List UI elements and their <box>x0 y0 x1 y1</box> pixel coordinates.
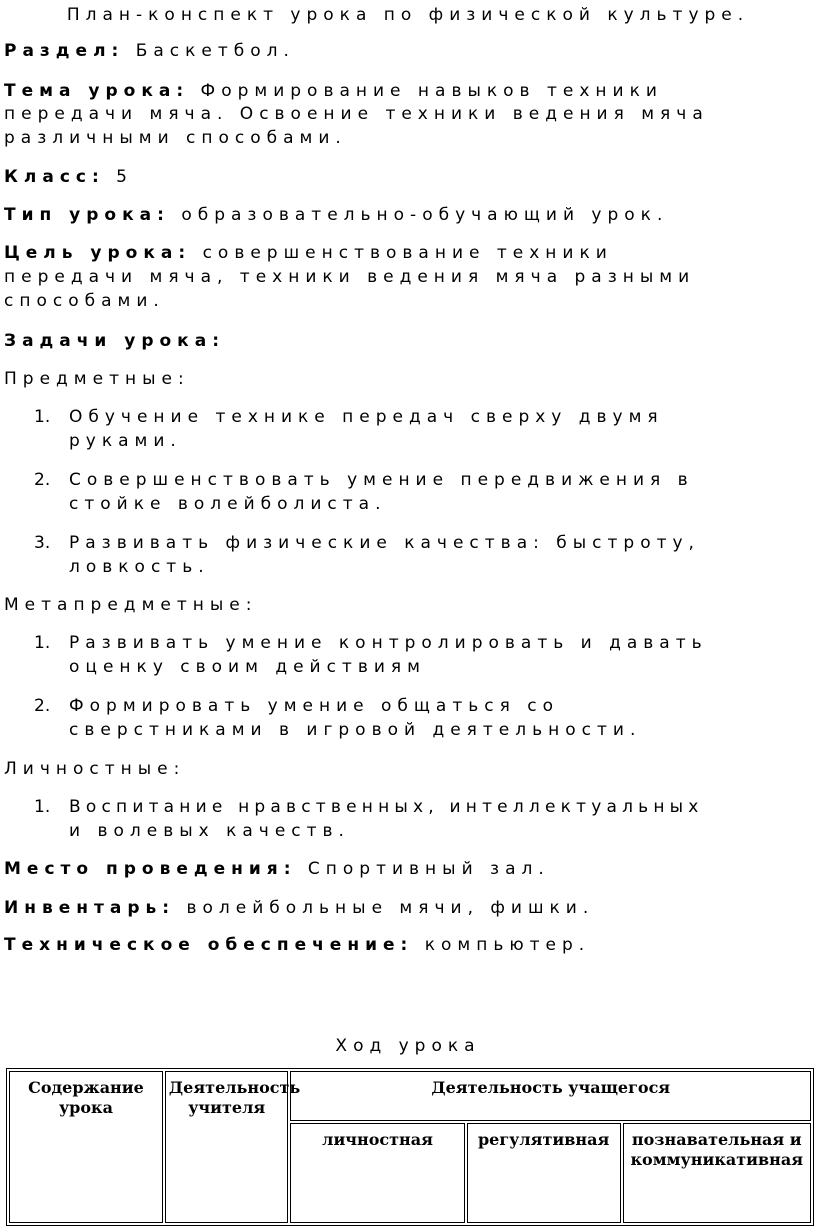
list-item-number: 3. <box>34 533 51 553</box>
topic-row <box>4 80 663 102</box>
tech-support-value: компьютер. <box>413 935 591 955</box>
grade-row <box>4 166 133 188</box>
list-item-text: и волевых качеств. <box>69 821 350 841</box>
venue-value: Спортивный зал. <box>296 859 550 879</box>
grade-value: 5 <box>104 167 134 187</box>
equipment-value: волейбольные мячи, фишки. <box>175 898 595 918</box>
table-subheader-regulatory: регулятивная <box>467 1123 621 1223</box>
equipment-label: Инвентарь: <box>4 898 176 918</box>
meta-subject-heading: Метапредметные: <box>4 595 258 615</box>
goal-value-line3: способами. <box>4 291 165 311</box>
lesson-flow-table <box>6 1068 814 1226</box>
list-item-number: 1. <box>34 407 51 427</box>
table-header-student-activity: Деятельность учащегося <box>290 1071 811 1121</box>
tech-support-label: Техническое обеспечение: <box>4 935 414 955</box>
lesson-type-value: образовательно-обучающий урок. <box>169 205 669 225</box>
list-item-text: Воспитание нравственных, интеллектуальных <box>69 797 704 817</box>
goal-value-line2: передачи мяча, техники ведения мяча разными <box>4 267 696 287</box>
list-item-text: Совершенствовать умение передвижения в <box>69 470 694 490</box>
list-item-text: Развивать умение контролировать и давать <box>69 633 708 653</box>
lesson-type-label: Тип урока: <box>4 205 170 225</box>
topic-label: Тема урока: <box>4 81 190 101</box>
table-subheader-personal: личностная <box>290 1123 464 1223</box>
section-value: Баскетбол. <box>124 41 295 61</box>
tasks-heading: Задачи урока: <box>4 331 225 351</box>
section-row <box>4 40 295 62</box>
list-item-text: ловкость. <box>69 557 210 577</box>
list-item-number: 2. <box>34 470 51 490</box>
list-item-text: Формировать умение общаться со <box>69 696 559 716</box>
personal-heading: Личностные: <box>4 759 186 779</box>
goal-value-line1: совершенствование техники <box>191 243 613 263</box>
document-title: План-конспект урока по физической культуре. <box>66 5 750 25</box>
list-item-text: Обучение технике передач сверху двумя <box>69 407 664 427</box>
lesson-flow-heading: Ход урока <box>335 1036 481 1056</box>
table-header-teacher-activity: Деятельность учителя <box>165 1071 289 1223</box>
venue-row <box>4 858 550 880</box>
topic-value-line1: Формирование навыков техники <box>189 81 663 101</box>
subject-heading: Предметные: <box>4 369 190 389</box>
goal-row <box>4 242 613 264</box>
equipment-row <box>4 897 594 919</box>
topic-value-line2: передачи мяча. Освоение техники ведения мяча <box>4 104 709 124</box>
list-item-text: руками. <box>69 431 182 451</box>
list-item-number: 1. <box>34 633 51 653</box>
list-item-text: стойке волейболиста. <box>69 494 387 514</box>
goal-label: Цель урока: <box>4 243 192 263</box>
list-item-text: сверстниками в игровой деятельности. <box>69 720 642 740</box>
list-item-number: 2. <box>34 696 51 716</box>
topic-value-line3: различными способами. <box>4 128 347 148</box>
table-subheader-cognitive-communicative: познавательная и коммуникативная <box>623 1123 811 1223</box>
tech-support-row <box>4 934 590 956</box>
list-item-number: 1. <box>34 797 51 817</box>
list-item-text: оценку своим действиям <box>69 657 426 677</box>
venue-label: Место проведения: <box>4 859 297 879</box>
grade-label: Класс: <box>4 167 105 187</box>
lesson-type-row <box>4 204 668 226</box>
list-item-text: Развивать физические качества: быстроту, <box>69 533 700 553</box>
section-label: Раздел: <box>4 41 125 61</box>
table-header-content: Содержание урока <box>9 1071 163 1223</box>
